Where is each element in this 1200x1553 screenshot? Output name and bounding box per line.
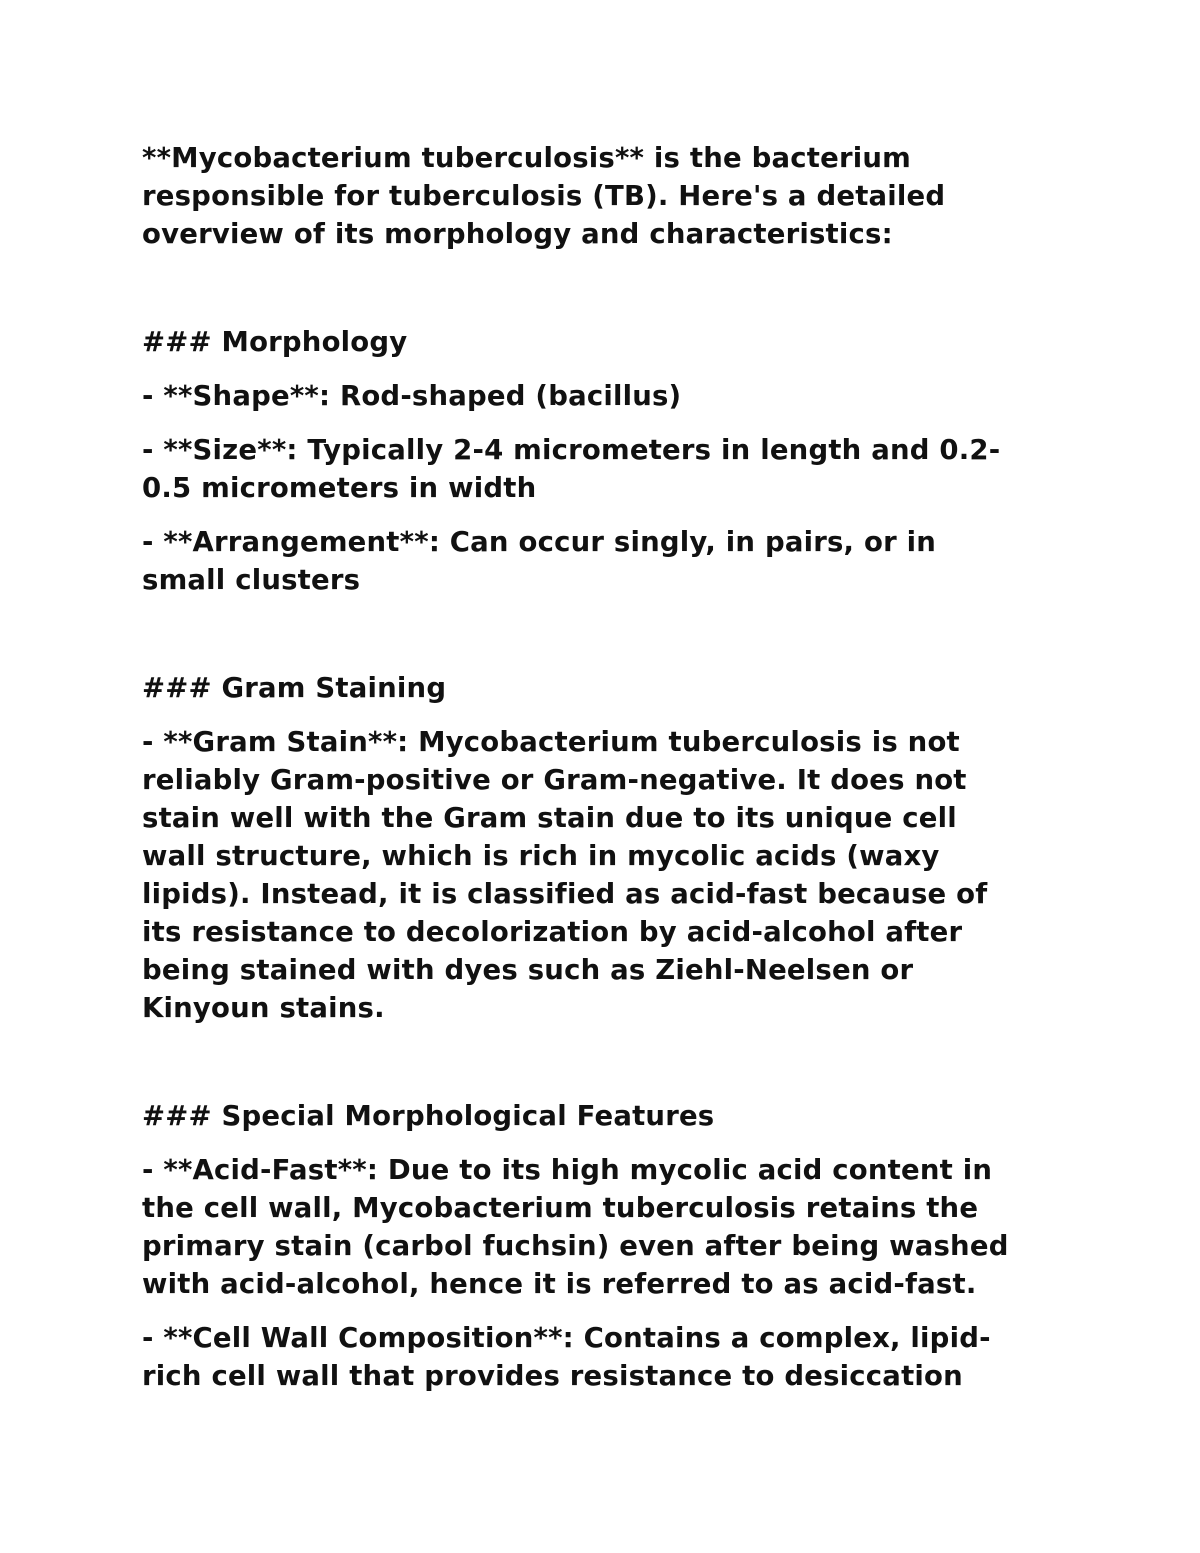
list-item-gram-stain: - **Gram Stain**: Mycobacterium tuberculosis is not reliably Gram-positive or Gram-negative. It does not stain well with the Gram stain due to its unique cell wall structure, which is rich in mycolic acids (waxy lipids). Instead, it is classified as acid-fast because of its resistance to decolorization by acid-alcohol after being stained with dyes such as Ziehl-Neelsen or Kinyoun stains. bbox=[142, 726, 988, 1024]
document-body bbox=[142, 139, 1052, 1395]
list-item-size: - **Size**: Typically 2-4 micrometers in length and 0.2- 0.5 micrometers in width bbox=[142, 434, 1001, 504]
list-item-cell-wall: - **Cell Wall Composition**: Contains a complex, lipid- rich cell wall that provides resistance to desiccation bbox=[142, 1322, 991, 1392]
section-heading-gram-staining: ### Gram Staining bbox=[142, 672, 447, 704]
list-item-acid-fast: - **Acid-Fast**: Due to its high mycolic acid content in the cell wall, Mycobacterium tuberculosis retains the primary stain (carbol fuchsin) even after being washed with acid-alcohol, hence it is referred to as acid-fast. bbox=[142, 1154, 1009, 1300]
section-heading-morphology: ### Morphology bbox=[142, 326, 408, 358]
section-heading-special-features: ### Special Morphological Features bbox=[142, 1100, 715, 1132]
list-item-arrangement: - **Arrangement**: Can occur singly, in pairs, or in small clusters bbox=[142, 526, 937, 596]
intro-paragraph: **Mycobacterium tuberculosis** is the bacterium responsible for tuberculosis (TB). Here's a detailed overview of its morphology and characteristics: bbox=[142, 142, 946, 250]
list-item-shape: - **Shape**: Rod-shaped (bacillus) bbox=[142, 380, 682, 412]
